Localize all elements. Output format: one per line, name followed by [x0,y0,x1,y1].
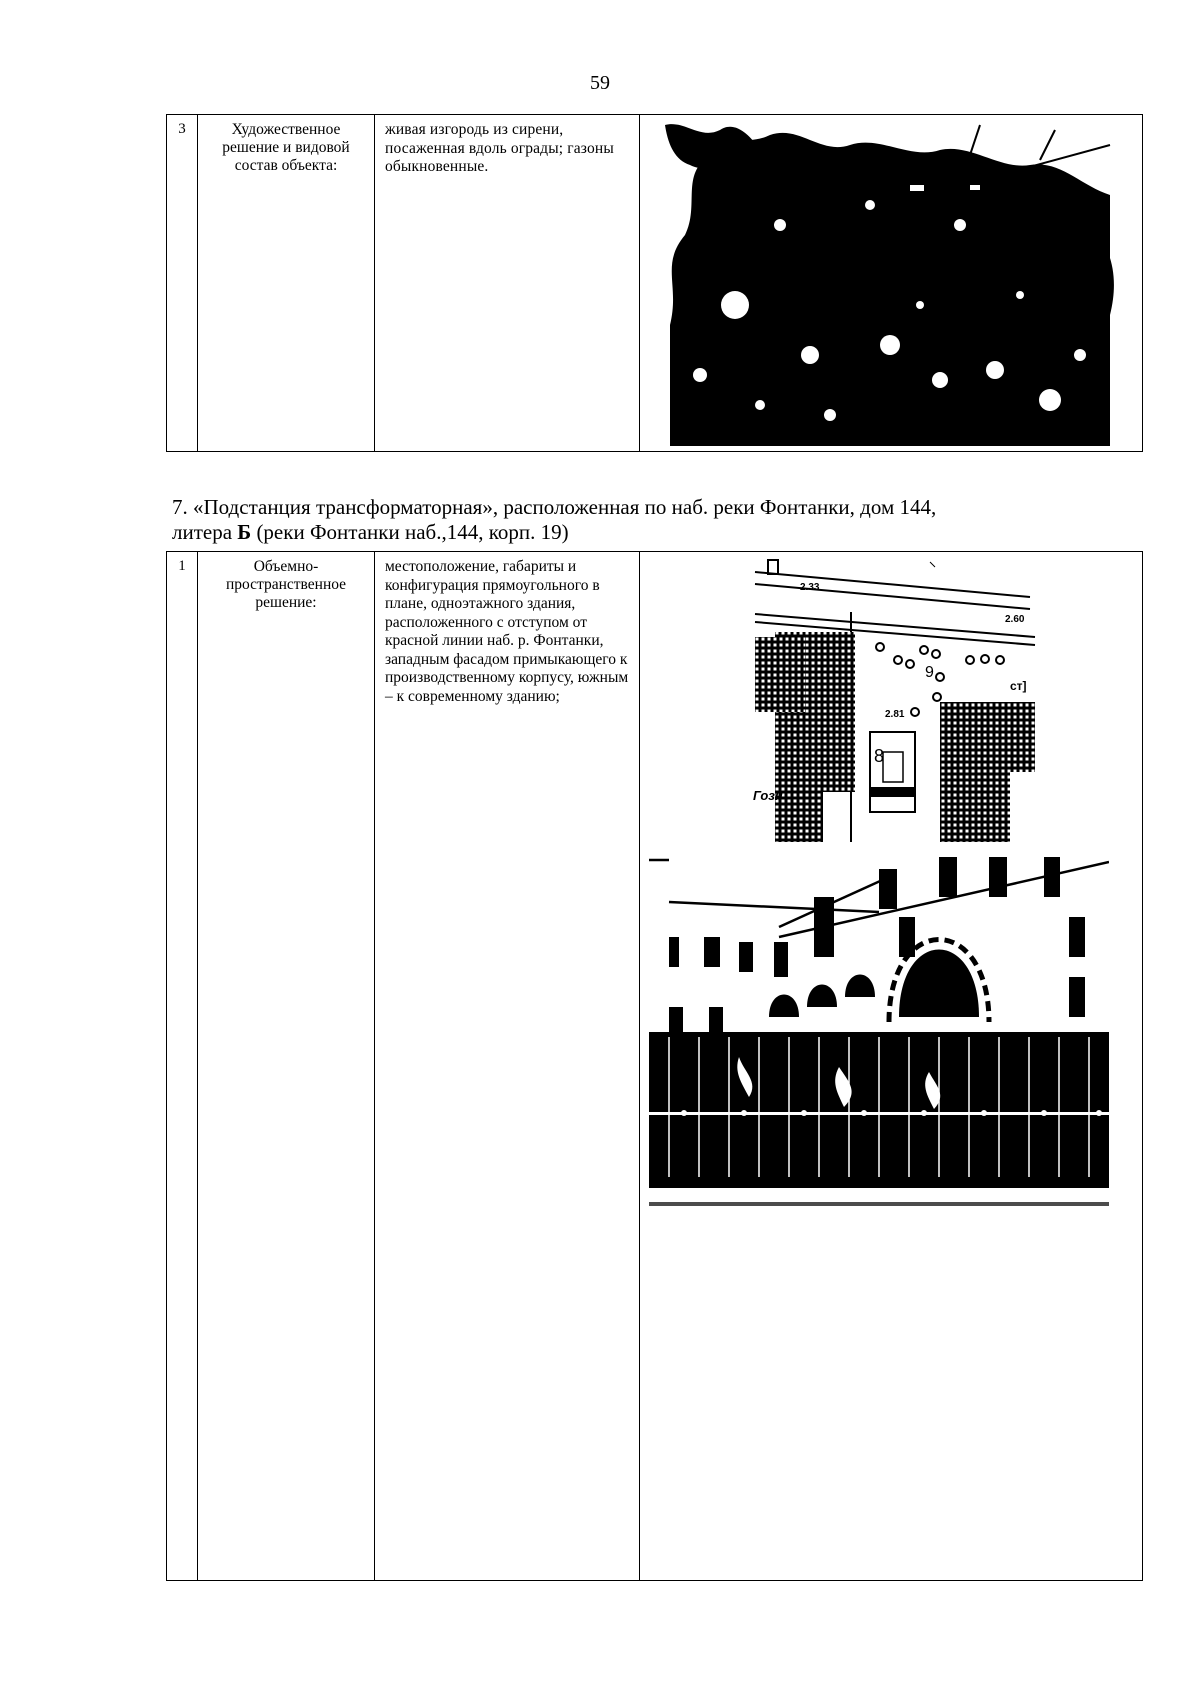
section-title-address: (реки Фонтанки наб.,144, корп. 19) [251,520,569,544]
section-title-letter: Б [237,520,252,544]
section-title-literal: литера [172,520,238,544]
table-row [167,115,1143,452]
images-cell [640,552,1143,1581]
table-landscaping [166,114,1143,452]
table-spatial-solution [166,551,1143,1581]
map-label: 8 [874,746,885,766]
map-label: Гозн [753,788,783,803]
row-number: 1 [167,552,198,1581]
map-label: 2.33 [800,582,820,593]
row-name: Художественное решение и видовой состав объекта: [198,115,375,452]
section-title-line1: 7. «Подстанция трансформаторная», расположенная по наб. реки Фонтанки, дом 144, [172,495,937,519]
section-title-line2 [172,520,1132,545]
row-number: 3 [167,115,198,452]
site-plan [640,552,1143,852]
page-number: 59 [590,72,610,94]
lilac-hedge-photo [640,115,1143,446]
map-label: ст] [1010,679,1027,693]
photo-lilac-hedge [640,115,1143,452]
section-title [172,495,1132,545]
row-description: местоположение, габариты и конфигурация прямоугольного в плане, одноэтажного здания, расположенного с отступом от красной линии наб. р. Фонтанки, западным фасадом примыкающего к производственному корпусу, южным – к современному зданию; [375,552,640,1581]
map-label: 2.81 [885,709,905,720]
map-label: 9 [925,664,934,681]
map-label: 2.60 [1005,614,1025,625]
substation-photo [649,857,1109,1217]
row-description: живая изгородь из сирени, посаженная вдоль ограды; газоны обыкновенные. [375,115,640,452]
table-row [167,552,1143,1581]
row-name: Объемно-пространственное решение: [198,552,375,1581]
